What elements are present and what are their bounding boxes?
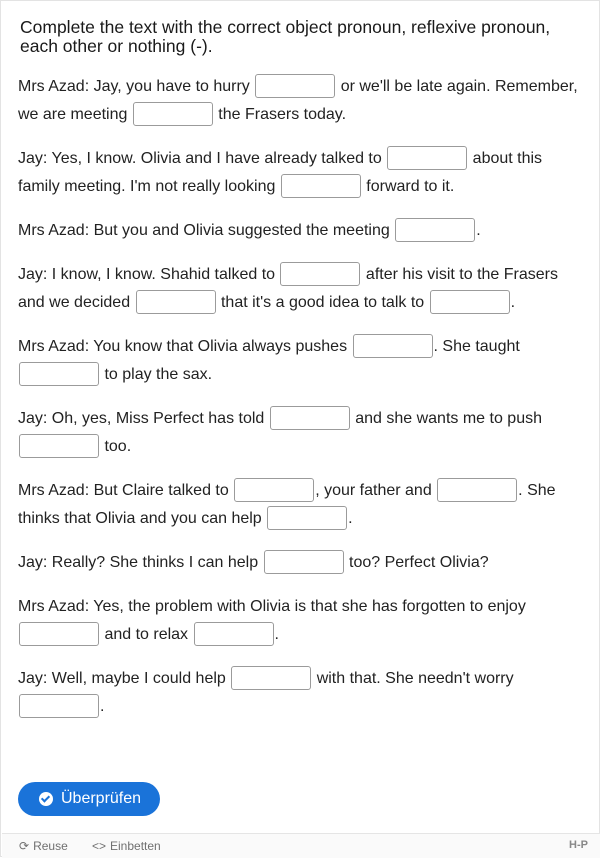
paragraph-text: the Frasers today. [213, 106, 347, 123]
answer-input[interactable] [19, 362, 99, 386]
paragraph-text: . [476, 222, 481, 239]
paragraph-text: too. [100, 438, 132, 455]
answer-input[interactable] [255, 74, 335, 98]
answer-input[interactable] [430, 290, 510, 314]
paragraph-text: or we'll be late again. Remember, we are meeting [18, 78, 578, 123]
answer-input[interactable] [437, 478, 517, 502]
paragraph-text: Jay: Yes, I know. Olivia and I have already talked to [18, 150, 387, 167]
paragraph [18, 593, 588, 649]
check-button-label: Überprüfen [61, 790, 142, 807]
paragraph-text: . [274, 626, 279, 643]
paragraph [18, 665, 588, 721]
answer-input[interactable] [353, 334, 433, 358]
reuse-button[interactable] [19, 839, 68, 853]
answer-input[interactable] [395, 218, 475, 242]
paragraph-text: Mrs Azad: You know that Olivia always pushes [18, 338, 352, 355]
paragraph-text: after his visit to the Frasers and we decided [18, 266, 558, 311]
paragraph-text: Jay: I know, I know. Shahid talked to [18, 266, 280, 283]
embed-button[interactable] [92, 839, 161, 853]
answer-input[interactable] [19, 434, 99, 458]
answer-input[interactable] [194, 622, 274, 646]
paragraph-text: . [348, 510, 353, 527]
answer-input[interactable] [280, 262, 360, 286]
paragraph-text: Jay: Oh, yes, Miss Perfect has told [18, 410, 269, 427]
answer-input[interactable] [234, 478, 314, 502]
check-button[interactable] [18, 782, 160, 816]
paragraph-text: . She thinks that Olivia and you can help [18, 482, 556, 527]
embed-icon: <> [92, 839, 107, 853]
paragraph-text: . She taught [433, 338, 520, 355]
paragraph-text: forward to it. [361, 178, 455, 195]
paragraph-text: to play the sax. [100, 366, 213, 383]
paragraph-text: . [510, 294, 516, 311]
paragraph-text: and to relax [100, 626, 193, 643]
answer-input[interactable] [267, 506, 347, 530]
paragraph [18, 477, 588, 533]
reuse-icon: ⟳ [19, 839, 30, 853]
embed-label: Einbetten [110, 839, 161, 853]
question-text: Complete the text with the correct object pronoun, reflexive pronoun, each other or nothing (-). [20, 17, 551, 56]
paragraph-text: with that. She needn't worry [312, 670, 514, 687]
paragraph [18, 261, 588, 317]
paragraph-text: and she wants me to push [350, 410, 542, 427]
answer-input[interactable] [387, 146, 467, 170]
answer-input[interactable] [136, 290, 216, 314]
paragraph-text: , your father and [315, 482, 437, 499]
paragraph-text: Mrs Azad: Jay, you have to hurry [18, 78, 255, 95]
paragraph [18, 73, 588, 129]
answer-input[interactable] [133, 102, 213, 126]
paragraph [18, 145, 588, 201]
paragraph-text: too? Perfect Olivia? [344, 554, 489, 571]
paragraph-text: about this family meeting. I'm not really looking [18, 150, 543, 195]
paragraph-text: Jay: Well, maybe I could help [18, 670, 231, 687]
paragraph [18, 549, 588, 577]
answer-input[interactable] [264, 550, 344, 574]
answer-input[interactable] [231, 666, 311, 690]
answer-input[interactable] [19, 694, 99, 718]
paragraph [18, 405, 588, 461]
answer-input[interactable] [270, 406, 350, 430]
answer-input[interactable] [281, 174, 361, 198]
paragraph [18, 333, 588, 389]
paragraph-text: Mrs Azad: But Claire talked to [18, 482, 234, 499]
answer-input[interactable] [19, 622, 99, 646]
paragraph-text: that it's a good idea to talk to [216, 294, 429, 311]
paragraph-text: Mrs Azad: But you and Olivia suggested the meeting [18, 222, 395, 239]
h5p-logo: H-P [569, 839, 588, 851]
paragraph-text: . [100, 698, 105, 715]
check-circle-icon [39, 792, 53, 806]
footer-bar [2, 833, 600, 858]
reuse-label: Reuse [33, 839, 68, 853]
paragraph-text: Jay: Really? She thinks I can help [18, 554, 263, 571]
paragraph-text: Mrs Azad: Yes, the problem with Olivia is that she has forgotten to enjoy [18, 598, 526, 615]
paragraph [18, 217, 588, 245]
